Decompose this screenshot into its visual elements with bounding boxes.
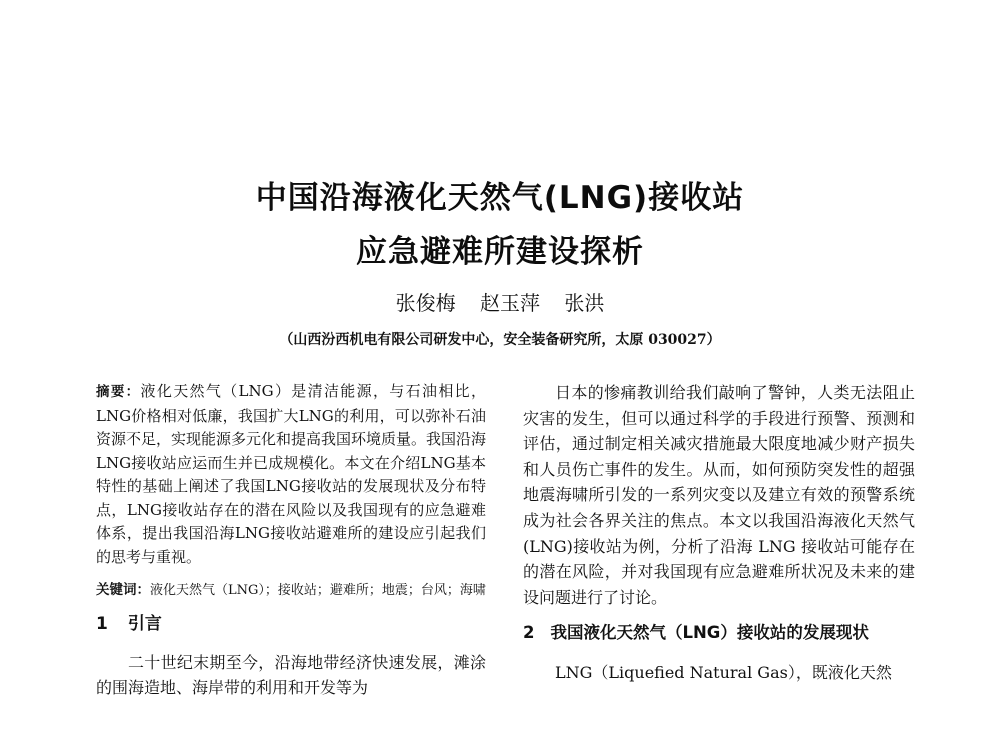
right-column <box>523 380 915 685</box>
abstract-text: 液化天然气（LNG）是清洁能源，与石油相比，LNG价格相对低廉，我国扩大LNG的利用，可以弥补石油资源不足，实现能源多元化和提高我国环境质量。我国沿海LNG接收站应运而生并已成规模化。本文在介绍LNG基本特性的基础上阐述了我国LNG接收站的发展现状及分布特点，LNG接收站存在的潜在风险以及我国现有的应急避难体系，提出我国沿海LNG接收站避难所的建设应引起我们的思考与重视。 <box>96 382 487 566</box>
section-2-title: 我国液化天然气（LNG）接收站的发展现状 <box>550 623 869 643</box>
abstract-label: 摘要： <box>96 384 141 400</box>
section-2-paragraph: LNG（Liquefied Natural Gas），既液化天然 <box>555 663 892 683</box>
section-1-paragraph: 二十世纪末期至今，沿海地带经济快速发展，滩涂的围海造地、海岸带的利用和开发等为 <box>96 653 486 697</box>
section-2-number: 2 <box>523 623 535 643</box>
section-1-number: 1 <box>96 614 108 634</box>
paper-title-line-2: 应急避难所建设探析 <box>356 234 644 270</box>
paper-title-line-1: 中国沿海液化天然气(LNG)接收站 <box>255 180 745 216</box>
affiliation: （山西汾西机电有限公司研发中心，安全装备研究所，太原 030027） <box>279 332 721 348</box>
abstract <box>96 380 486 569</box>
keywords <box>96 579 486 602</box>
left-column <box>96 380 486 700</box>
keywords-label: 关键词： <box>96 582 150 598</box>
intro-paragraph: 日本的惨痛教训给我们敲响了警钟，人类无法阻止灾害的发生，但可以通过科学的手段进行预警、预测和评估，通过制定相关减灾措施最大限度地减少财产损失和人员伤亡事件的发生。从而，如何预防突发性的超强地震海啸所引发的一系列灾变以及建立有效的预警系统成为社会各界关注的焦点。本文以我国沿海液化天然气(LNG)接收站为例，分析了沿海 LNG 接收站可能存在的潜在风险，并对我国现有应急避难所状况及未来的建设问题进行了讨论。 <box>523 383 915 607</box>
keywords-text: 液化天然气（LNG）；接收站；避难所；地震；台风；海啸 <box>150 583 486 598</box>
section-2-heading <box>523 620 915 646</box>
author-list: 张俊梅 赵玉萍 张洪 <box>395 291 605 315</box>
section-1-heading <box>96 612 486 636</box>
section-1-title: 引言 <box>127 614 162 634</box>
